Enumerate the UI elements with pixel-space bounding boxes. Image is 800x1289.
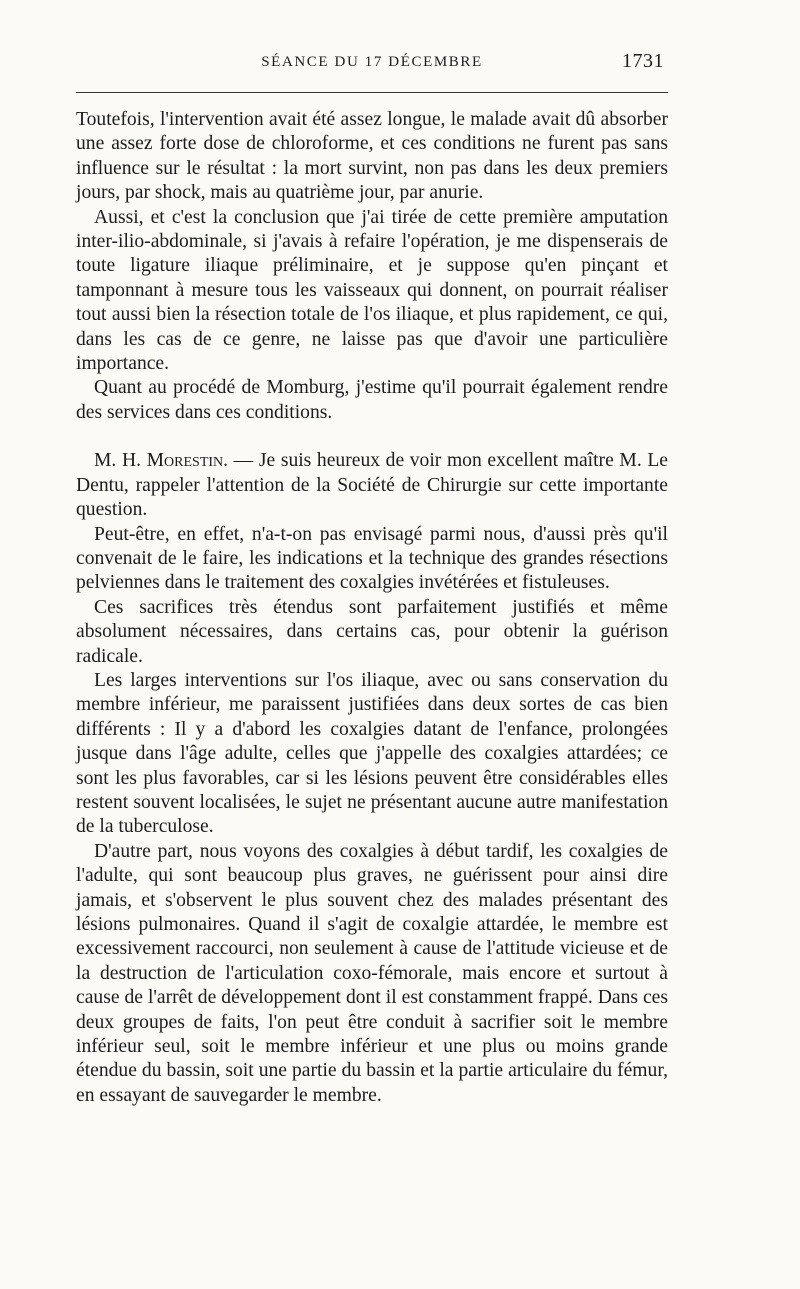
paragraph: Les larges interventions sur l'os iliaque, avec ou sans conservation du membre inférieur, me paraissent justifiées dans deux sortes de cas bien différents : Il y a d'abord les coxalgies datant de l'enfance, prolongées jusque dans l'âge adulte, celles que j'appelle des coxalgies attardées; ce sont les plus favorables, car si les lésions peuvent être considérables elles restent souvent localisées, le sujet ne présentant aucune autre manifestation de la tuberculose. [76, 669, 668, 838]
paragraph: Peut-être, en effet, n'a-t-on pas envisagé parmi nous, d'aussi près qu'il convenait de le faire, les indications et la technique des grandes résections pelviennes dans le traitement des coxalgies invétérées et fistuleuses. [76, 523, 668, 594]
page-header [76, 50, 668, 84]
paragraph: Toutefois, l'intervention avait été assez longue, le malade avait dû absorber une assez forte dose de chloroforme, et ces conditions ne furent pas sans influence sur le résultat : la mort survint, non pas dans les deux premiers jours, par shock, mais au quatrième jour, par anurie. [76, 109, 668, 204]
header-rule [76, 92, 668, 93]
section-spacer [76, 425, 668, 449]
speaker-text: — Je suis heureux de voir mon excellent maître M. Le Dentu, rappeler l'attention de la Société de Chirurgie sur cette importante question. [76, 450, 668, 521]
page-number: 1731 [622, 50, 664, 72]
paragraph: D'autre part, nous voyons des coxalgies à début tardif, les coxalgies de l'adulte, qui sont beaucoup plus graves, ne guérissent pour ainsi dire jamais, et s'observent le plus souvent chez des malades présentant des lésions pulmonaires. Quand il s'agit de coxalgie attardée, le membre est excessivement raccourci, non seulement à cause de l'attitude vicieuse et de la destruction de l'articulation coxo-fémorale, mais encore et surtout à cause de l'arrêt de développement dont il est constamment frappé. Dans ces deux groupes de faits, l'on peut être conduit à sacrifier soit le membre inférieur seul, soit le membre inférieur et une plus ou moins grande étendue du bassin, soit une partie du bassin et la partie articulaire du fémur, en essayant de sauvegarder le membre. [76, 840, 668, 1106]
running-head: SÉANCE DU 17 DÉCEMBRE [261, 54, 483, 70]
speaker-prefix: M. H. [94, 450, 147, 472]
body-text [76, 108, 668, 1108]
paragraph: Aussi, et c'est la conclusion que j'ai tirée de cette première amputation inter-ilio-abdominale, si j'avais à refaire l'opération, je me dispenserais de toute ligature iliaque préliminaire, et je suppose qu'en pinçant et tamponnant à mesure tous les vaisseaux qui donnent, on pourrait réaliser tout aussi bien la résection totale de l'os iliaque, et plus rapidement, ce qui, dans les cas de ce genre, ne laisse pas que d'avoir une particulière importance. [76, 206, 668, 375]
speaker-name: Morestin. [146, 450, 229, 472]
paragraph: Quant au procédé de Momburg, j'estime qu'il pourrait également rendre des services dans ces conditions. [76, 377, 668, 423]
speaker-paragraph [76, 449, 668, 522]
paragraph: Ces sacrifices très étendus sont parfaitement justifiés et même absolument nécessaires, dans certains cas, pour obtenir la guérison radicale. [76, 596, 668, 667]
